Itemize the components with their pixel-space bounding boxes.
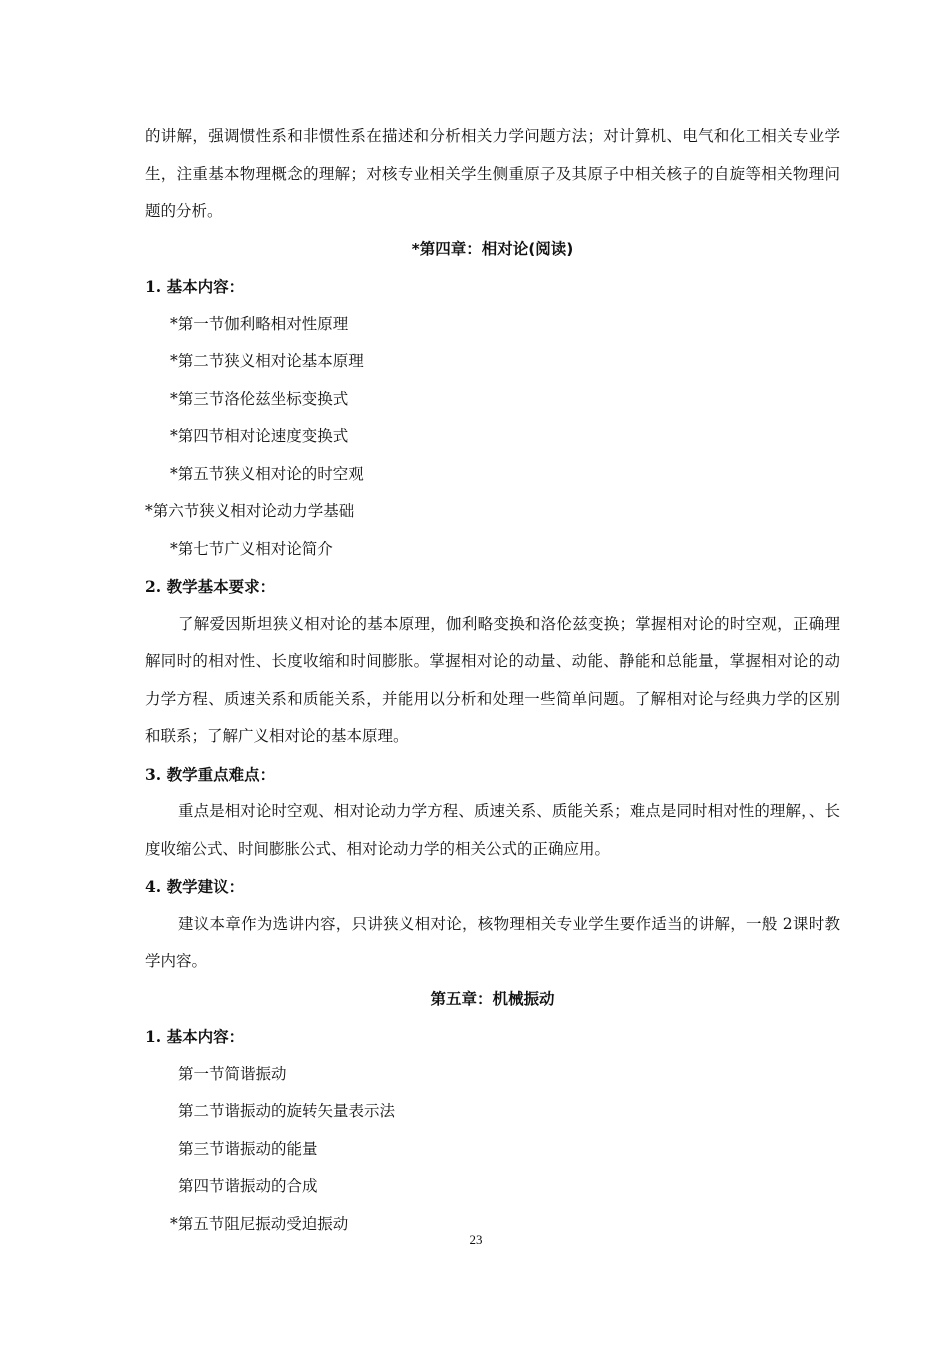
key-points-paragraph: 重点是相对论时空观、相对论动力学方程、质速关系、质能关系；难点是同时相对性的理解，、长度收缩公式、时间膨胀公式、相对论动力学的相关公式的正确应用。 xyxy=(145,802,840,858)
list-item: 第三节谐振动的能量 xyxy=(178,1139,318,1158)
section-label: 教学重点难点： xyxy=(166,765,276,784)
page-number: 23 xyxy=(469,1232,483,1247)
chapter5-title: 第五章：机械振动 xyxy=(430,989,555,1008)
chapter4-section4-heading xyxy=(145,868,840,906)
section-label: 基本内容： xyxy=(166,1028,245,1046)
list-item: 第四节谐振动的合成 xyxy=(178,1177,318,1195)
list-item: *第一节伽利略相对性原理 xyxy=(170,314,349,333)
section-number: 3. xyxy=(145,764,162,784)
list-item: 第一节简谐振动 xyxy=(178,1064,287,1083)
list-item: *第六节狭义相对论动力学基础 xyxy=(145,502,355,520)
section-number: 1. xyxy=(145,1027,162,1046)
chapter4-title: *第四章：相对论(阅读) xyxy=(411,239,574,258)
list-item: *第五节阻尼振动受迫振动 xyxy=(170,1214,349,1233)
chapter4-section3-heading xyxy=(145,756,840,794)
list-item: *第五节狭义相对论的时空观 xyxy=(170,464,364,483)
teaching-suggestion-paragraph: 建议本章作为选讲内容，只讲狭义相对论，核物理相关专业学生要作适当的讲解，一般 2课时教学内容。 xyxy=(145,914,840,970)
section-number: 2. xyxy=(145,577,162,596)
list-item: *第七节广义相对论简介 xyxy=(170,539,333,558)
section-label: 教学建议： xyxy=(166,878,245,896)
page-content xyxy=(145,118,840,1243)
teaching-requirements-paragraph: 了解爱因斯坦狭义相对论的基本原理，伽利略变换和洛伦兹变换；掌握相对论的时空观，正确理解同时的相对性、长度收缩和时间膨胀。掌握相对论的动量、动能、静能和总能量，掌握相对论的动力学方程、质速关系和质能关系，并能用以分析和处理一些简单问题。了解相对论与经典力学的区别和联系；了解广义相对论的基本原理。 xyxy=(145,614,840,745)
list-item: 第二节谐振动的旋转矢量表示法 xyxy=(178,1102,396,1120)
section-number: 1. xyxy=(145,277,162,296)
list-item: *第二节狭义相对论基本原理 xyxy=(170,352,364,370)
section-label: 基本内容： xyxy=(166,278,245,296)
list-item: *第三节洛伦兹坐标变换式 xyxy=(170,389,349,408)
section-label: 教学基本要求： xyxy=(166,578,276,596)
chapter4-section2-heading xyxy=(145,568,840,606)
chapter5-section1-heading xyxy=(145,1018,840,1056)
list-item: *第四节相对论速度变换式 xyxy=(170,427,349,445)
intro-paragraph: 的讲解，强调惯性系和非惯性系在描述和分析相关力学问题方法；对计算机、电气和化工相关专业学生，注重基本物理概念的理解；对核专业相关学生侧重原子及其原子中相关核子的自旋等相关物理问题的分析。 xyxy=(145,127,840,220)
chapter4-section1-heading xyxy=(145,268,840,306)
section-number: 4. xyxy=(145,877,162,896)
